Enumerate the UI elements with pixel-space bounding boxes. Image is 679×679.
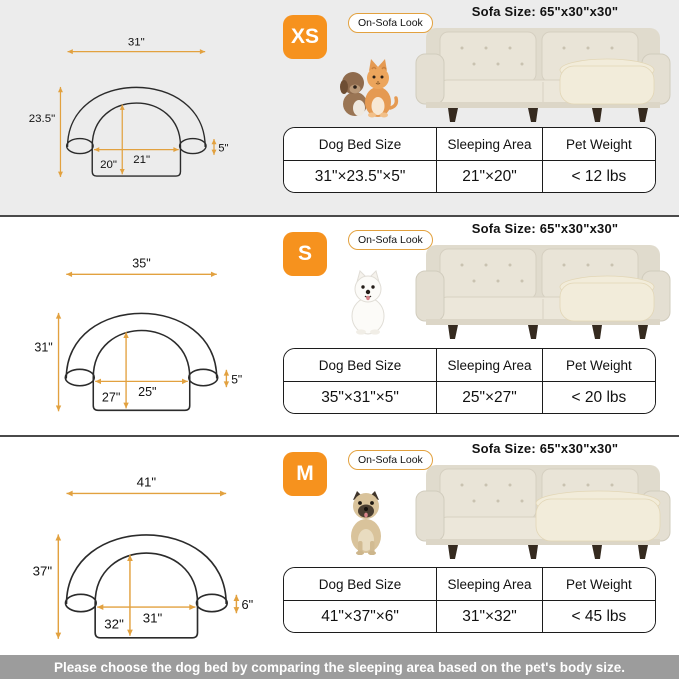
dim-height-label: 23.5" [28,113,56,126]
dim-bolster-label: 6" [241,597,254,613]
size-section-s [0,217,679,437]
dim-inner-width-label: 31" [142,610,163,626]
dim-inner-height-label: 32" [104,616,124,632]
size-badge-xs: XS [283,15,327,59]
sleeping-area-value: 31"×32" [436,600,542,632]
sofa-image [410,235,676,344]
sleeping-area-value: 21"×20" [436,160,542,192]
bed-size-value: 41"×37"×6" [284,600,436,632]
bed-pad-on-sofa [560,59,654,104]
dim-inner-width-label: 21" [133,153,151,166]
dim-inner-width-label: 25" [138,384,157,399]
pet-weight-value: < 20 lbs [542,381,655,413]
size-section-xs [0,0,679,217]
bed-dimension-diagram [18,34,230,189]
col-header-pet-weight: Pet Weight [542,568,655,600]
bed-dimension-diagram [12,255,244,424]
bed-size-value: 31"×23.5"×5" [284,160,436,192]
dim-width-label: 41" [136,474,157,490]
size-badge-s: S [283,232,327,276]
col-header-sleeping-area: Sleeping Area [436,568,542,600]
col-header-sleeping-area: Sleeping Area [436,128,542,160]
footer-note-banner: Please choose the dog bed by comparing the sleeping area based on the pet's body size. [0,655,679,679]
sofa-image [410,455,676,564]
spec-table [283,348,656,414]
bed-pad-on-sofa-large [536,491,660,541]
dim-width-label: 31" [127,36,145,49]
col-header-pet-weight: Pet Weight [542,128,655,160]
spec-table [283,567,656,633]
col-header-bed-size: Dog Bed Size [284,128,436,160]
pet-photo-pomeranian [336,269,400,340]
sofa-size-text: Sofa Size: 65"x30"x30" [471,4,619,19]
col-header-sleeping-area: Sleeping Area [436,349,542,381]
dim-bolster-label: 5" [218,142,229,155]
dim-bolster-label: 5" [231,372,243,387]
bed-size-value: 35"×31"×5" [284,381,436,413]
pet-photo-kitten-and-puppy [336,52,400,123]
pet-weight-value: < 45 lbs [542,600,655,632]
dim-inner-height-label: 20" [100,159,117,172]
dim-height-label: 31" [34,340,53,355]
sofa-size-text: Sofa Size: 65"x30"x30" [471,441,619,456]
pet-weight-value: < 12 lbs [542,160,655,192]
col-header-pet-weight: Pet Weight [542,349,655,381]
size-badge-m: M [283,452,327,496]
sofa-image [410,18,676,127]
bed-pad-on-sofa [560,276,654,321]
size-section-m [0,437,679,652]
on-sofa-look-label: On-Sofa Look [348,13,433,33]
col-header-bed-size: Dog Bed Size [284,568,436,600]
col-header-bed-size: Dog Bed Size [284,349,436,381]
sleeping-area-value: 25"×27" [436,381,542,413]
bed-dimension-diagram [8,473,256,652]
on-sofa-look-label: On-Sofa Look [348,230,433,250]
sofa-size-text: Sofa Size: 65"x30"x30" [471,221,619,236]
pet-photo-pug [336,489,400,560]
dim-inner-height-label: 27" [101,390,121,405]
dim-height-label: 37" [32,563,53,579]
spec-table [283,127,656,193]
on-sofa-look-label: On-Sofa Look [348,450,433,470]
dim-width-label: 35" [132,256,151,271]
